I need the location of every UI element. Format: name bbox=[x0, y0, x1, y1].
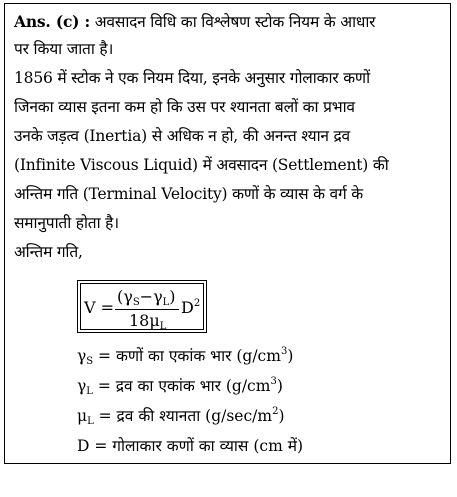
definition-text: = द्रव की श्यानता (g/sec/m bbox=[93, 407, 273, 425]
formula-denominator-value: 18μ bbox=[129, 311, 160, 330]
formula-gamma-l: γ bbox=[153, 287, 163, 306]
paragraph-line-3: उनके जड़त्व (Inertia) से अधिक न हो, की अनन्त श्यान द्रव bbox=[14, 127, 350, 145]
formula-numerator bbox=[117, 287, 176, 308]
definition-text: = कणों का एकांक भार (g/cm bbox=[93, 347, 281, 365]
definition-text: = गोलाकार कणों का व्यास (cm में) bbox=[89, 437, 304, 455]
formula-open-paren: ( bbox=[117, 287, 124, 306]
formula-minus: − bbox=[139, 287, 154, 306]
answer-label: Ans. (c) : bbox=[14, 12, 91, 31]
formula-sub-s: S bbox=[132, 297, 140, 308]
definition-gamma-l bbox=[77, 374, 283, 397]
answer-intro-text-1: अवसादन विधि का विश्लेषण स्टोक नियम के आधार bbox=[94, 13, 376, 31]
definition-symbol: γ bbox=[77, 347, 87, 365]
definition-symbol: γ bbox=[77, 377, 87, 395]
formula-box bbox=[77, 280, 207, 333]
formula-exponent: 2 bbox=[193, 298, 201, 309]
formula-d-squared bbox=[181, 298, 200, 317]
paragraph-line-2: जिनका व्यास इतना कम हो कि उस पर श्यानता बलों का प्रभाव bbox=[14, 98, 355, 116]
answer-intro-line-2: पर किया जाता है। bbox=[14, 40, 114, 58]
formula-close-paren: ) bbox=[169, 287, 176, 306]
definition-mu-l bbox=[77, 404, 285, 427]
definition-d bbox=[77, 434, 303, 456]
paragraph-line-1: 1856 में स्टोक ने एक नियम दिया, इनके अनुसार गोलाकार कणों bbox=[14, 69, 370, 87]
paragraph-line-4: (Infinite Viscous Liquid) में अवसादन (Settlement) की bbox=[14, 156, 389, 174]
formula-d: D bbox=[181, 298, 194, 317]
definition-sub: L bbox=[87, 416, 94, 427]
definition-symbol: D bbox=[77, 437, 90, 455]
definition-end: ) bbox=[276, 377, 283, 395]
definition-gamma-s bbox=[77, 344, 293, 367]
definition-sup: 3 bbox=[280, 346, 288, 357]
definition-text: = द्रव का एकांक भार (g/cm bbox=[92, 377, 271, 395]
formula-gamma-s: γ bbox=[123, 287, 133, 306]
formula-lhs: V = bbox=[84, 298, 115, 317]
definition-sup: 2 bbox=[272, 406, 279, 417]
answer-intro-line-1 bbox=[14, 10, 375, 32]
definition-end: ) bbox=[278, 407, 285, 425]
definition-symbol: μ bbox=[77, 407, 88, 425]
definition-sub: S bbox=[86, 356, 94, 367]
paragraph-line-5: अन्तिम गति (Terminal Velocity) कणों के व्यास के वर्ग के bbox=[14, 185, 363, 203]
definition-end: ) bbox=[287, 347, 294, 365]
formula-fraction-bar bbox=[115, 309, 179, 310]
formula-denominator bbox=[129, 311, 166, 332]
formula-sub-l: L bbox=[162, 297, 170, 308]
formula-inner-border bbox=[80, 283, 204, 330]
paragraph-line-6: समानुपाती होता है। bbox=[14, 214, 119, 232]
final-velocity-label: अन्तिम गति, bbox=[14, 243, 83, 261]
answer-box bbox=[4, 3, 451, 464]
definition-sub: L bbox=[86, 386, 93, 397]
formula-denominator-sub: L bbox=[159, 321, 167, 332]
definition-sup: 3 bbox=[270, 376, 277, 387]
